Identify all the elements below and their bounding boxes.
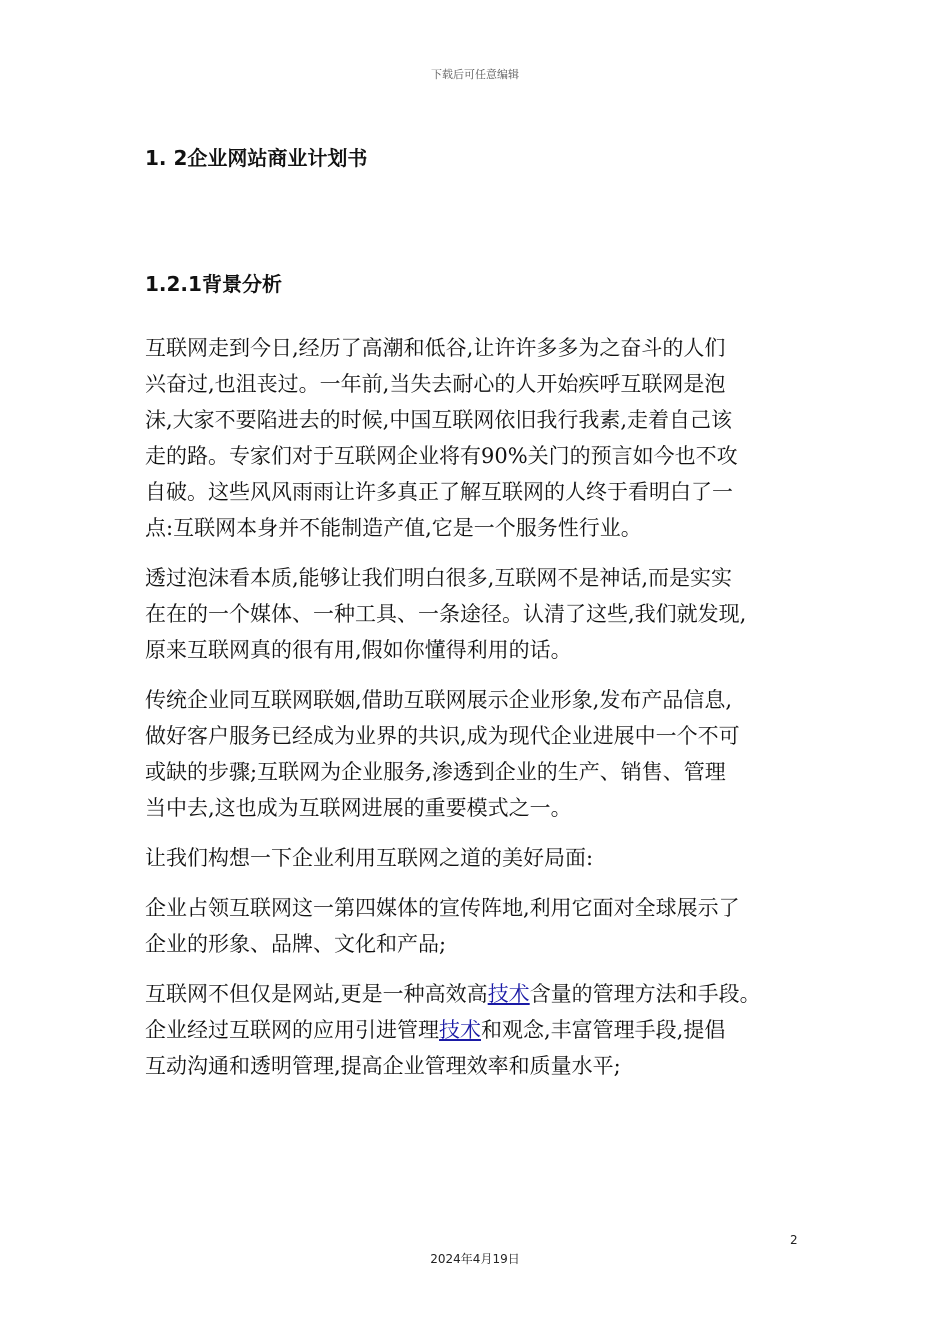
- document-title: 1. 2企业网站商业计划书: [145, 146, 368, 170]
- text-segment: 互联网不但仅是网站,更是一种高效高: [145, 982, 488, 1006]
- text-line: 传统企业同互联网联姻,借助互联网展示企业形象,发布产品信息,: [145, 688, 733, 712]
- text-line: 透过泡沫看本质,能够让我们明白很多,互联网不是神话,而是实实: [145, 566, 733, 590]
- text-line: 兴奋过,也沮丧过。一年前,当失去耐心的人开始疾呼互联网是泡: [145, 372, 726, 396]
- text-segment: 和观念,丰富管理手段,提倡: [481, 1018, 726, 1042]
- text-segment: 含量的管理方法和手段。: [529, 982, 761, 1006]
- text-line: [145, 1012, 815, 1048]
- text-line: 走的路。专家们对于互联网企业将有90%关门的预言如今也不攻: [145, 444, 738, 468]
- header-note: 下载后可任意编辑: [431, 68, 519, 81]
- text-line: 企业占领互联网这一第四媒体的宣传阵地,利用它面对全球展示了: [145, 896, 740, 920]
- link-technology[interactable]: 技术: [439, 1018, 481, 1042]
- text-line: 原来互联网真的很有用,假如你懂得利用的话。: [145, 638, 572, 662]
- text-line: [145, 976, 815, 1012]
- text-line: 沫,大家不要陷进去的时候,中国互联网依旧我行我素,走着自己该: [145, 408, 733, 432]
- text-line: 点:互联网本身并不能制造产值,它是一个服务性行业。: [145, 516, 642, 540]
- paragraph-2: [145, 560, 815, 668]
- footer-date: 2024年4月19日: [430, 1252, 520, 1266]
- text-line: 当中去,这也成为互联网进展的重要模式之一。: [145, 796, 572, 820]
- paragraph-5: [145, 890, 815, 962]
- paragraph-1: [145, 330, 815, 546]
- link-technology[interactable]: 技术: [487, 982, 530, 1006]
- text-segment: 企业经过互联网的应用引进管理: [145, 1018, 439, 1042]
- text-line: 在在的一个媒体、一种工具、一条途径。认清了这些,我们就发现,: [145, 602, 747, 626]
- text-line: 互动沟通和透明管理,提高企业管理效率和质量水平;: [145, 1054, 621, 1078]
- text-line: 企业的形象、品牌、文化和产品;: [145, 932, 447, 956]
- body-text: [145, 330, 815, 1098]
- text-line: 让我们构想一下企业利用互联网之道的美好局面:: [145, 846, 594, 870]
- paragraph-4: [145, 840, 815, 876]
- section-heading: 1.2.1背景分析: [145, 272, 282, 296]
- text-line: 自破。这些风风雨雨让许多真正了解互联网的人终于看明白了一: [145, 480, 733, 504]
- paragraph-3: [145, 682, 815, 826]
- text-line: 互联网走到今日,经历了高潮和低谷,让许许多多为之奋斗的人们: [145, 336, 726, 360]
- document-body: [145, 140, 815, 1078]
- text-line: 做好客户服务已经成为业界的共识,成为现代企业进展中一个不可: [145, 724, 740, 748]
- text-line: 或缺的步骤;互联网为企业服务,渗透到企业的生产、销售、管理: [145, 760, 726, 784]
- paragraph-6: [145, 976, 815, 1084]
- page-number: 2: [790, 1233, 798, 1247]
